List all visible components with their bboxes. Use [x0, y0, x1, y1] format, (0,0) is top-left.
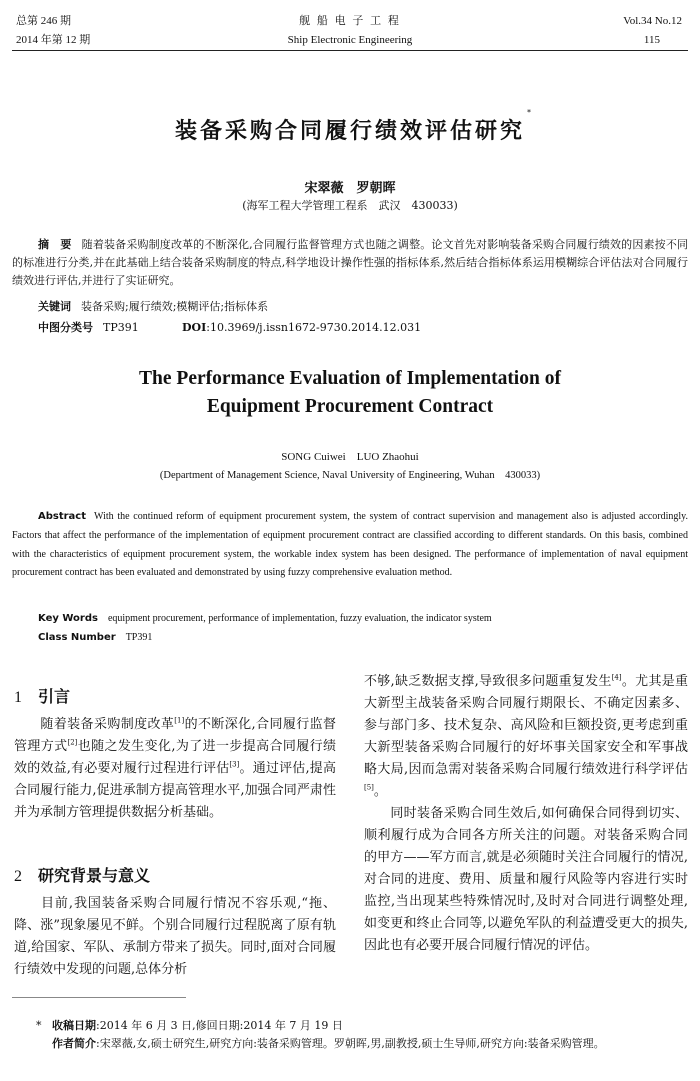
- keywords-cn-text: 装备采购;履行绩效;模糊评估;指标体系: [81, 300, 269, 313]
- affiliation-cn: (海军工程大学管理工程系 武汉 430033): [242, 199, 458, 212]
- classnum-en-text: TP391: [125, 632, 153, 643]
- doi-label: DOI: [182, 321, 207, 334]
- footnote-received-label: 收稿日期: [52, 1019, 96, 1032]
- title-footnote-mark: *: [527, 108, 531, 117]
- footnote-mark: *: [36, 1019, 42, 1032]
- keywords-cn: [38, 298, 268, 316]
- footnote-received-text: :2014 年 6 月 3 日,修回日期:2014 年 7 月 19 日: [96, 1019, 343, 1032]
- abstract-en: [12, 508, 688, 583]
- classnum-en: [38, 629, 152, 648]
- footnote-author-text: :宋翠薇,女,硕士研究生,研究方向:装备采购管理。罗朝晖,男,副教授,硕士生导师,研究方向:装备采购管理。: [96, 1037, 605, 1050]
- sec2-text-1: 目前,我国装备采购合同履行情况不容乐观,“拖、降、涨”现象屡见不鲜。个别合同履行过程脱离了原有轨道,给国家、军队、承制方带来了损失。同时,面对合同履行绩效中发现的问题,总体分析: [14, 896, 336, 977]
- right-text-3: 。: [373, 784, 387, 799]
- abstract-cn-text: 随着装备采购制度改革的不断深化,合同履行监督管理方式也随之调整。论文首先对影响装备采购合同履行绩效的因素按不同的标准进行分类,并在此基础上结合装备采购制度的特点,科学地设计操作性强的指标体系,然后结合指标体系运用模糊综合评估法对合同履行绩效进行评估,并进行了实证研究。: [12, 238, 689, 287]
- classnum-en-label: Class Number: [38, 632, 116, 643]
- paper-title-en-line2: Equipment Procurement Contract: [206, 396, 494, 417]
- right-column-paragraph-1: [364, 671, 688, 803]
- header-rule: [12, 50, 688, 51]
- sec1-text-4: 。通过评估,提高合同履行能力,促进承制方提高管理水平,加强合同严肃性并为承制方管理提供数据分析基础。: [14, 761, 336, 820]
- section-2-title: 研究背景与意义: [38, 866, 151, 885]
- doi: [182, 319, 421, 337]
- abstract-en-label: Abstract: [38, 511, 87, 522]
- right-text-1: 不够,缺乏数据支撑,导致很多问题重复发生: [364, 674, 612, 689]
- keywords-en-text: equipment procurement, performance of implementation, fuzzy evaluation, the indicator system: [107, 613, 492, 624]
- right-text-2: 。尤其是重大新型主战装备采购合同履行期限长、不确定因素多、参与部门多、技术复杂、高风险和巨额投资,更考虑到重大新型装备采购合同履行的好坏事关国家安全和军事战略大局,因而急需对装备采购合同履行绩效进行科学评估: [364, 674, 688, 777]
- citation-ref-3: [3]: [229, 760, 240, 769]
- affiliation-en: (Department of Management Science, Naval University of Engineering, Wuhan 430033): [159, 470, 541, 481]
- section-2-heading: [14, 863, 150, 886]
- section-1-heading: [14, 684, 70, 707]
- footnote-received: [52, 1017, 688, 1035]
- section-2-number: 2: [14, 868, 22, 885]
- paper-title-cn-text: 装备采购合同履行绩效评估研究: [174, 119, 525, 144]
- journal-volume: Vol.34 No.12: [623, 15, 682, 27]
- keywords-en-label: Key Words: [38, 613, 98, 624]
- abstract-cn-label: 摘 要: [38, 238, 72, 251]
- journal-issue-total: 总第 246 期: [16, 15, 71, 27]
- section-2-paragraph: [14, 893, 336, 981]
- section-1-paragraph: [14, 714, 336, 824]
- footnote-author-label: 作者简介: [52, 1037, 96, 1050]
- section-1-title: 引言: [38, 687, 71, 706]
- right-column-paragraph-2: [364, 803, 688, 957]
- authors-cn: 宋翠薇 罗朝晖: [304, 181, 396, 196]
- keywords-en: [38, 610, 492, 629]
- citation-ref-1: [1]: [174, 716, 185, 725]
- paper-title-en: [0, 365, 700, 421]
- authors-en: SONG Cuiwei LUO Zhaohui: [281, 451, 419, 463]
- section-1-number: 1: [14, 689, 22, 706]
- sec1-text-1: 随着装备采购制度改革: [40, 717, 175, 732]
- sec1-text-3: 也随之发生变化,为了进一步提高合同履行绩效的效益,有必要对履行过程进行评估: [14, 739, 336, 776]
- journal-name-cn: 舰 船 电 子 工 程: [299, 15, 401, 27]
- page-number: 115: [643, 34, 660, 46]
- abstract-en-text: With the continued reform of equipment procurement system, the system of contract supervision and management also is adjusted accordingly. Factors that affect the performance of the implementation of equipment procurement contract are classified according to different standards. On this basis, combined with the characteristics of equipment procurement system, the workable index system has been designed. The performance of implementation of naval equipment procurement contract has been evaluated and demonstrated by using fuzzy comprehensive evaluation method.: [12, 511, 688, 579]
- citation-ref-5: [5]: [364, 783, 374, 792]
- sec1-text-2: 的不断深化,合同履行监督管理方式: [14, 717, 336, 754]
- footnote-author: [52, 1035, 688, 1053]
- paper-title-cn: [0, 108, 700, 145]
- classnum-cn: [38, 319, 139, 337]
- classnum-cn-text: TP391: [103, 321, 139, 334]
- journal-issue-year: 2014 年第 12 期: [16, 34, 91, 46]
- classnum-cn-label: 中图分类号: [38, 321, 93, 334]
- citation-ref-4: [4]: [611, 673, 622, 682]
- abstract-cn: [12, 236, 688, 290]
- right-text-4: 同时装备采购合同生效后,如何确保合同得到切实、顺利履行成为合同各方所关注的问题。对装备采购合同的甲方——军方而言,就是必须随时关注合同履行的情况,对合同的进度、费用、质量和履行风险等内容进行实时监控,当出现某些特殊情况时,及时对合同进行调整处理,如变更和终止合同等,以避免军队的利益遭受更大的损失,因此也有必要开展合同履行情况的评估。: [364, 806, 688, 953]
- citation-ref-2: [2]: [67, 738, 78, 747]
- paper-title-en-line1: The Performance Evaluation of Implementation of: [139, 368, 561, 389]
- keywords-cn-label: 关键词: [38, 300, 71, 313]
- journal-name-en: Ship Electronic Engineering: [287, 34, 413, 46]
- footnote-rule: [12, 997, 186, 998]
- doi-text: :10.3969/j.issn1672-9730.2014.12.031: [206, 321, 422, 334]
